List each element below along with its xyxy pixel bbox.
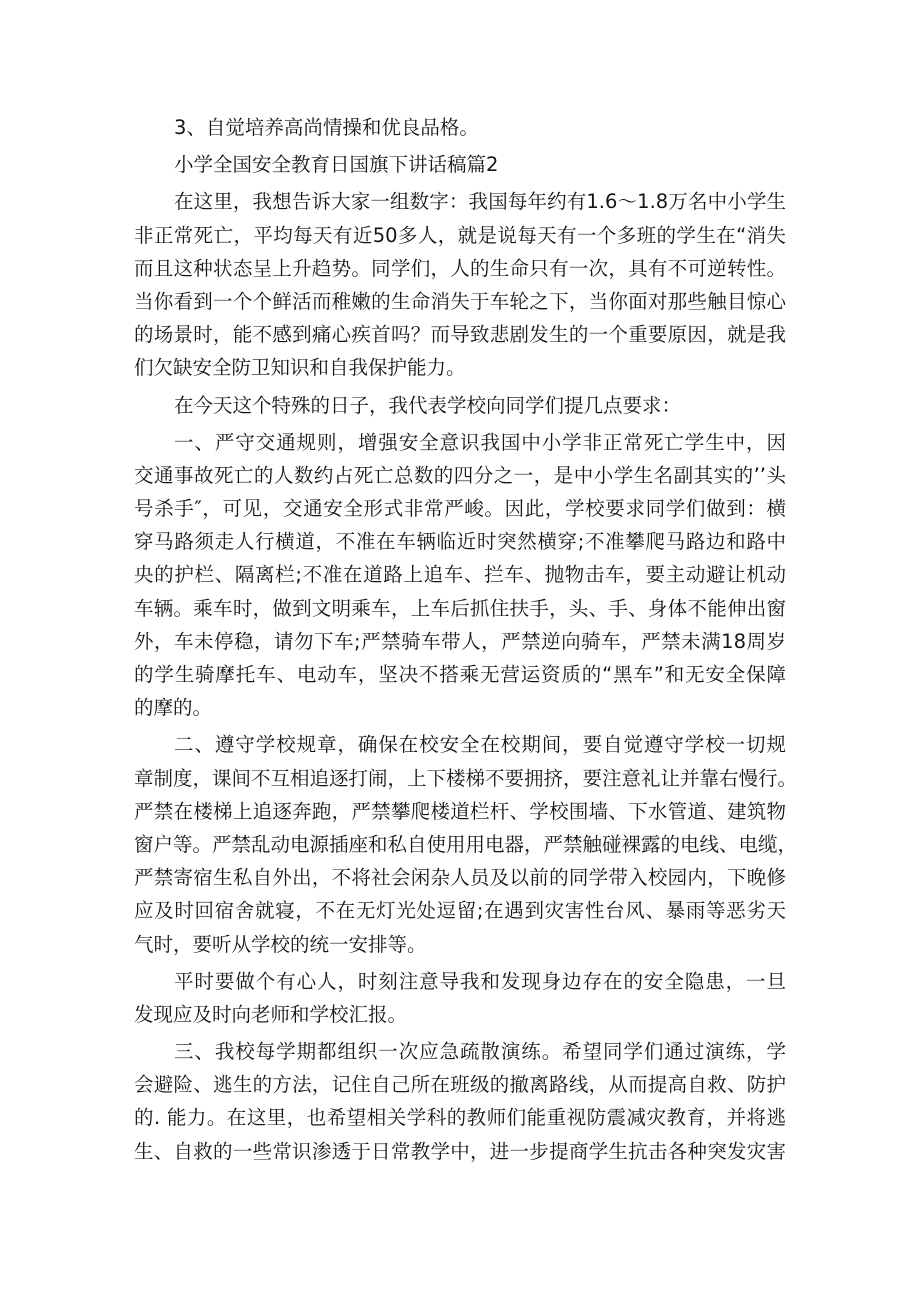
paragraph-traffic-rules <box>134 426 786 725</box>
section-heading <box>134 148 786 181</box>
text-line: 的. 能力。在这里，也希望相关学科的教师们能重视防震减灾教育，并将逃 <box>134 1106 786 1130</box>
text-line: 应及时回宿舍就寝，不在无灯光处逗留;在遇到灾害性台风、暴雨等恶劣天 <box>134 899 786 923</box>
text-line: 的学生骑摩托车、电动车，坚决不搭乘无营运资质的“黑车”和无安全保障 <box>134 663 786 686</box>
text-line: 交通事故死亡的人数约占死亡总数的四分之一，是中小学生名副其实的’’头 <box>134 463 786 487</box>
body-text <box>134 111 798 1168</box>
text-line: 的场景时，能不感到痛心疾首吗？而导致悲剧发生的一个重要原因，就是我 <box>134 323 786 347</box>
text-line: 当你看到一个个鲜活而稚嫩的生命消失于车轮之下，当你面对那些触目惊心 <box>134 289 786 313</box>
text-line: 二、遵守学校规章，确保在校安全在校期间，要自觉遵守学校一切规 <box>174 733 786 757</box>
text-line: 号杀手″，可见，交通安全形式非常严峻。因此，学校要求同学们做到：横 <box>134 497 786 521</box>
text-line: 章制度，课间不互相追逐打闹，上下楼梯不要拥挤，要注意礼让并靠右慢行。 <box>134 766 798 790</box>
text-line: 一、严守交通规则，增强安全意识我国中小学非正常死亡学生中，因 <box>174 430 786 454</box>
text-line: 窗户等。严禁乱动电源插座和私自使用用电器，严禁触碰裸露的电线、电缆， <box>134 832 798 856</box>
text-line: 3、自觉培养高尚情操和优良品格。 <box>174 116 479 139</box>
text-line: 发现应及时向老师和学校汇报。 <box>134 1002 408 1026</box>
paragraph-school-rules <box>134 728 798 960</box>
text-line: 会避险、逃生的方法，记住自己所在班级的撤离路线，从而提高自救、防护 <box>134 1073 786 1097</box>
text-line: 生、自救的一些常识渗透于日常教学中，进一步提商学生抗击各种突发灾害 <box>134 1139 786 1163</box>
paragraph-item-3 <box>134 111 786 144</box>
text-line: 在今天这个特殊的日子，我代表学校向同学们提几点要求： <box>174 393 682 417</box>
paragraph-requirements-intro <box>134 389 786 422</box>
text-line: 外，车未停稳，请勿下车;严禁骑车带人，严禁逆向骑车，严禁未满18周岁 <box>134 629 786 653</box>
text-line: 严禁在楼梯上追逐奔跑，严禁攀爬楼道栏杆、学校围墙、下水管道、建筑物 <box>134 799 786 823</box>
paragraph-safety-awareness <box>134 965 786 1031</box>
heading-line: 小学全国安全教育日国旗下讲话稿篇2 <box>174 153 499 177</box>
text-line: 而且这种状态呈上升趋势。同学们，人的生命只有一次，具有不可逆转性。 <box>134 256 786 280</box>
text-line: 气时，要听从学校的统一安排等。 <box>134 932 427 956</box>
text-line: 穿马路须走人行横道，不准在车辆临近时突然横穿;不准攀爬马路边和路中 <box>134 530 786 554</box>
text-line: 们欠缺安全防卫知识和自我保护能力。 <box>134 356 466 380</box>
text-line: 的摩的。 <box>134 696 213 720</box>
text-line: 央的护栏、隔离栏;不准在道路上追车、拦车、抛物击车，要主动避让机动 <box>134 563 786 587</box>
text-line: 车辆。乘车时，做到文明乘车，上车后抓住扶手，头、手、身体不能伸出窗 <box>134 596 786 620</box>
paragraph-evacuation-drill <box>134 1035 786 1168</box>
text-line: 非正常死亡，平均每天有近50多人，就是说每天有一个多班的学生在“消失 <box>134 223 786 247</box>
text-line: 平时要做个有心人，时刻注意导我和发现身边存在的安全隐患，一旦 <box>174 969 786 993</box>
text-line: 严禁寄宿生私自外出，不将社会闲杂人员及以前的同学带入校园内，下晚修 <box>134 866 786 890</box>
paragraph-statistics <box>134 185 786 384</box>
text-line: 在这里，我想告诉大家一组数字：我国每年约有1.6～1.8万名中小学生 <box>174 190 786 214</box>
text-line: 三、我校每学期都组织一次应急疏散演练。希望同学们通过演练，学 <box>174 1040 786 1064</box>
